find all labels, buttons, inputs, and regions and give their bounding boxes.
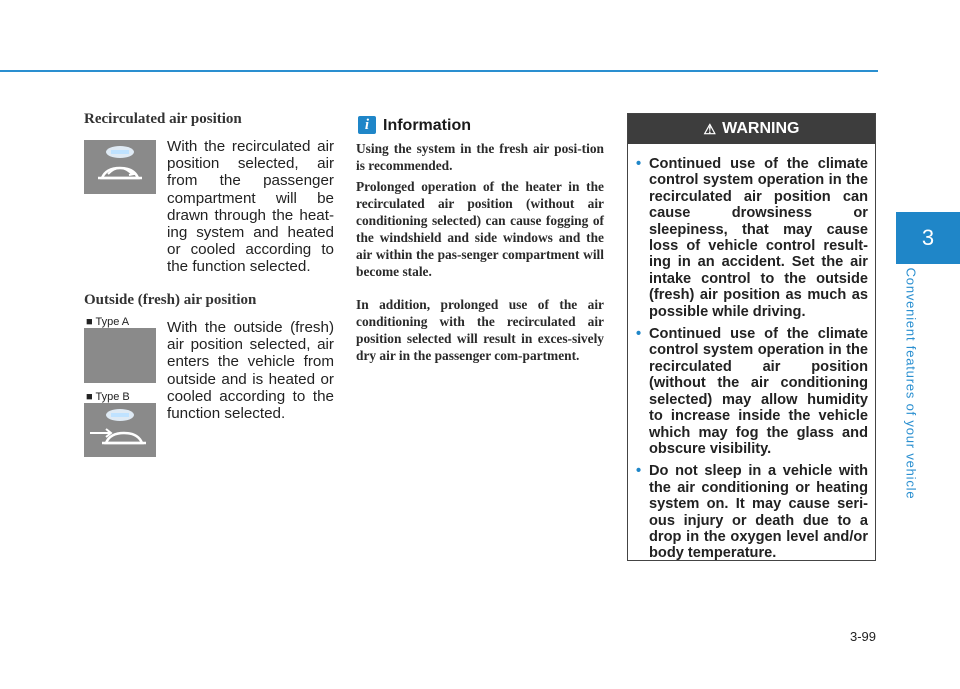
- chapter-title: Convenient features of your vehicle: [903, 267, 919, 499]
- outside-air-icon-type-a: [84, 328, 156, 383]
- warning-item: • Continued use of the climate control system operation in the recirculated air position can cause drowsiness or sleepiness, that may cause loss of vehicle control result-ing in an accident. Set the air intake control to the outside (fresh) air position as much as possible while driving.: [636, 156, 868, 320]
- information-title: Information: [383, 117, 471, 134]
- info-paragraph-1: Using the system in the fresh air posi-tion is recommended.: [356, 141, 604, 173]
- page-number: 3-99: [849, 629, 876, 644]
- information-icon: i: [358, 116, 376, 134]
- warning-triangle-icon: ⚠: [703, 120, 717, 137]
- warning-item: • Continued use of the climate control system operation in the recirculated air position (without the air conditioning selected) may allow humidity to increase inside the vehicle which may fog the glass and obscure visibility.: [636, 326, 868, 457]
- warning-list: [636, 156, 868, 568]
- outside-text: With the outside (fresh) air position selected, air enters the vehicle from outside and is heated or cooled according to the function selected.: [167, 319, 334, 423]
- recirculated-heading: Recirculated air position: [84, 111, 242, 127]
- warning-item: • Do not sleep in a vehicle with the air conditioning or heating system on. It may cause seri-ous injury or death due to a drop in the oxygen level and/or body temperature.: [636, 463, 868, 562]
- bullet: •: [636, 326, 642, 343]
- header-rule: [0, 70, 878, 72]
- type-b-label: ■ Type B: [86, 391, 130, 403]
- recirculated-text: With the recirculated air position selected, air from the passenger compartment will be drawn through the heat-ing system and heated or cooled according to the function selected.: [167, 138, 334, 276]
- type-a-label: ■ Type A: [86, 316, 130, 328]
- warning-title: WARNING: [722, 120, 800, 137]
- chapter-number-tab: 3: [896, 212, 960, 264]
- bullet: •: [636, 463, 642, 480]
- outside-heading: Outside (fresh) air position: [84, 292, 257, 308]
- info-paragraph-3: In addition, prolonged use of the air conditioning with the recirculated air position selected will result in exces-sively dry air in the passenger com-partment.: [356, 297, 604, 363]
- recirculated-air-icon: [84, 140, 156, 194]
- outside-air-icon: [84, 403, 156, 457]
- bullet: •: [636, 156, 642, 172]
- info-paragraph-2: Prolonged operation of the heater in the recirculated air position (without air conditioning selected) can cause fogging of the windshield and side windows and the air within the pas-senger compartment will become stale.: [356, 179, 604, 279]
- warning-header: [628, 114, 875, 144]
- warning-box: [627, 113, 876, 561]
